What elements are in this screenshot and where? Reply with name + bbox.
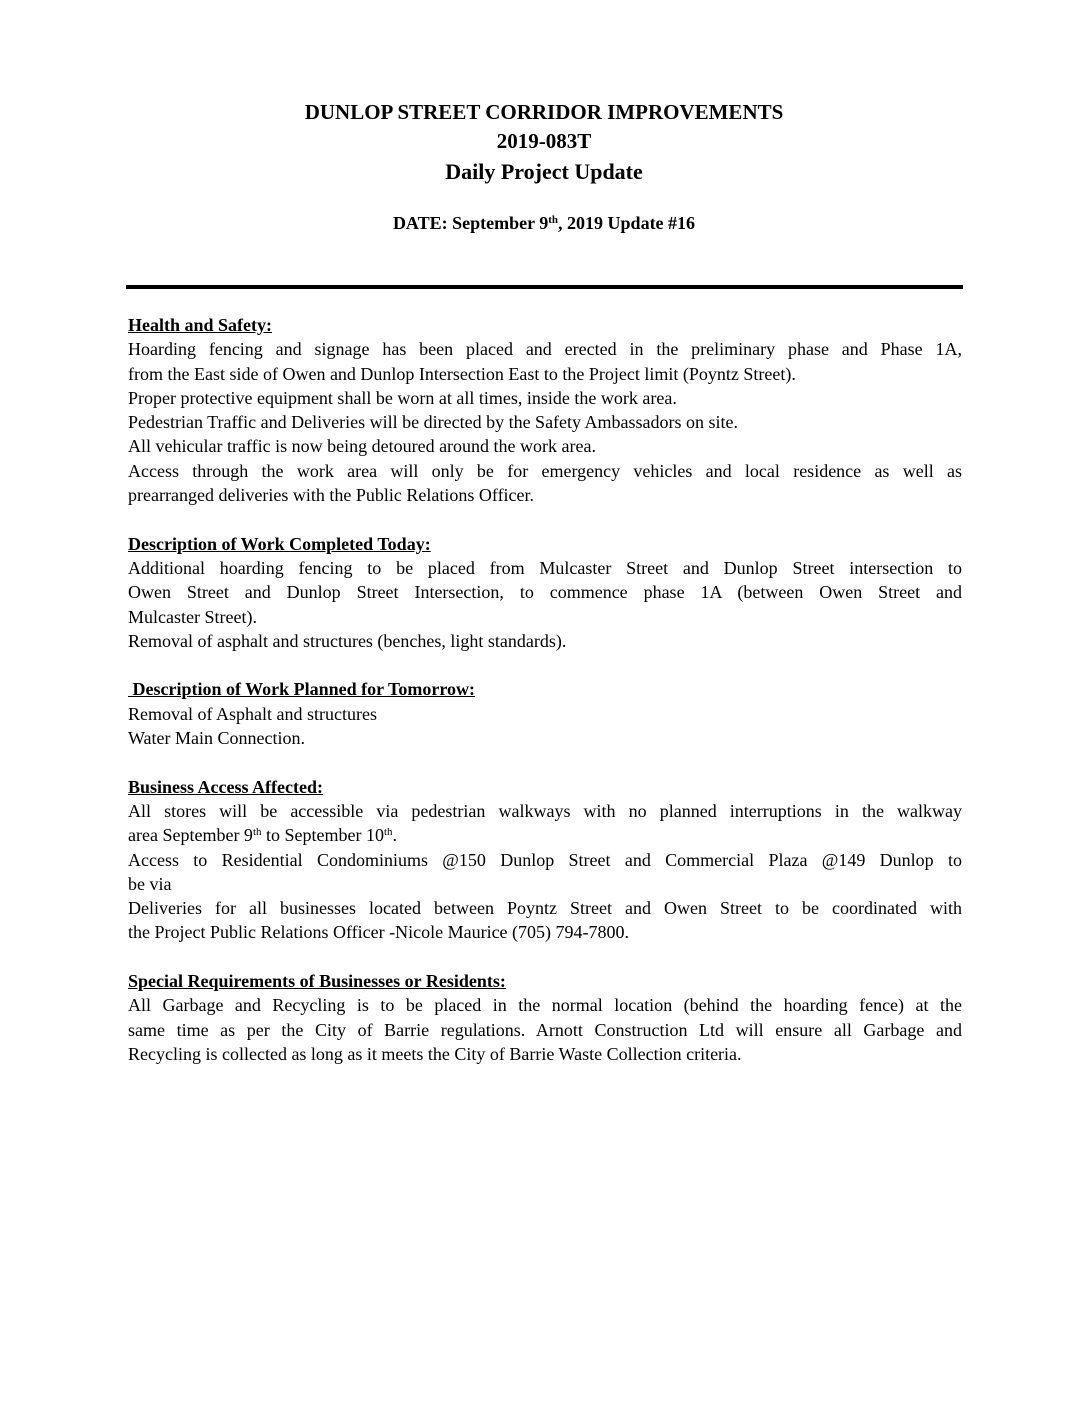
paragraph-line: Proper protective equipment shall be worn at all times, inside the work area.: [128, 387, 677, 408]
paragraph-line: Removal of Asphalt and structures: [128, 703, 377, 724]
paragraph-line: be via: [128, 873, 172, 894]
paragraph-line: Pedestrian Traffic and Deliveries will be directed by the Safety Ambassadors on site.: [128, 412, 739, 433]
date-prefix: DATE: September 9: [392, 213, 549, 233]
section-heading: Business Access Affected:: [128, 776, 323, 797]
section-business-access: [128, 775, 962, 945]
paragraph-line: All stores will be accessible via pedestrian walkways with no planned interruptions in the walkway: [128, 800, 962, 821]
paragraph-line: Recycling is collected as long as it meets the City of Barrie Waste Collection criteria.: [128, 1043, 742, 1064]
paragraph-line: Water Main Connection.: [128, 728, 306, 749]
project-number: 2019-083T: [496, 129, 592, 153]
date-line: [0, 210, 1088, 236]
text-run: .: [392, 825, 398, 846]
paragraph-line: Access through the work area will only be for emergency vehicles and local residence as well as: [128, 460, 962, 481]
paragraph-line: All vehicular traffic is now being detoured around the work area.: [128, 436, 596, 457]
ordinal-suffix: th: [252, 826, 262, 839]
paragraph-line: Mulcaster Street).: [128, 606, 257, 627]
date-ordinal-suffix: th: [548, 214, 559, 226]
document-title: DUNLOP STREET CORRIDOR IMPROVEMENTS: [304, 100, 784, 124]
text-run: to September 10: [261, 825, 384, 846]
paragraph-line: All Garbage and Recycling is to be placed in the normal location (behind the hoarding fence) at the: [128, 995, 962, 1016]
paragraph-line: the Project Public Relations Officer -Nicole Maurice (705) 794-7800.: [128, 922, 630, 943]
paragraph-line: [128, 823, 962, 847]
section-special-requirements: [128, 969, 962, 1066]
paragraph-line: Access to Residential Condominiums @150 Dunlop Street and Commercial Plaza @149 Dunlop to: [128, 849, 962, 870]
paragraph-line: Owen Street and Dunlop Street Intersection, to commence phase 1A (between Owen Street and: [128, 582, 962, 603]
ordinal-suffix: th: [383, 826, 393, 839]
section-work-planned: [128, 677, 962, 750]
section-work-completed: [128, 532, 962, 653]
paragraph-line: same time as per the City of Barrie regulations. Arnott Construction Ltd will ensure all Garbage and: [128, 1019, 962, 1040]
section-heading: Health and Safety:: [128, 315, 272, 335]
paragraph-line: Hoarding fencing and signage has been placed and erected in the preliminary phase and Phase 1A,: [128, 339, 962, 360]
paragraph-line: Deliveries for all businesses located between Poyntz Street and Owen Street to be coordinated with: [128, 898, 962, 919]
section-heading: Description of Work Planned for Tomorrow:: [128, 679, 476, 700]
section-heading: Description of Work Completed Today:: [128, 533, 431, 554]
document-body: [128, 313, 962, 1091]
horizontal-divider: [126, 285, 963, 289]
date-suffix: , 2019 Update #16: [558, 213, 696, 233]
document-subtitle: Daily Project Update: [445, 159, 643, 184]
text-run: area September 9: [128, 825, 253, 846]
paragraph-line: Removal of asphalt and structures (benches, light standards).: [128, 630, 567, 651]
section-heading: Special Requirements of Businesses or Residents:: [128, 971, 506, 992]
paragraph-line: from the East side of Owen and Dunlop Intersection East to the Project limit (Poyntz Street).: [128, 363, 796, 384]
paragraph-line: Additional hoarding fencing to be placed from Mulcaster Street and Dunlop Street intersection to: [128, 557, 962, 578]
section-health-safety: [128, 313, 962, 507]
paragraph-line: prearranged deliveries with the Public Relations Officer.: [128, 485, 535, 506]
